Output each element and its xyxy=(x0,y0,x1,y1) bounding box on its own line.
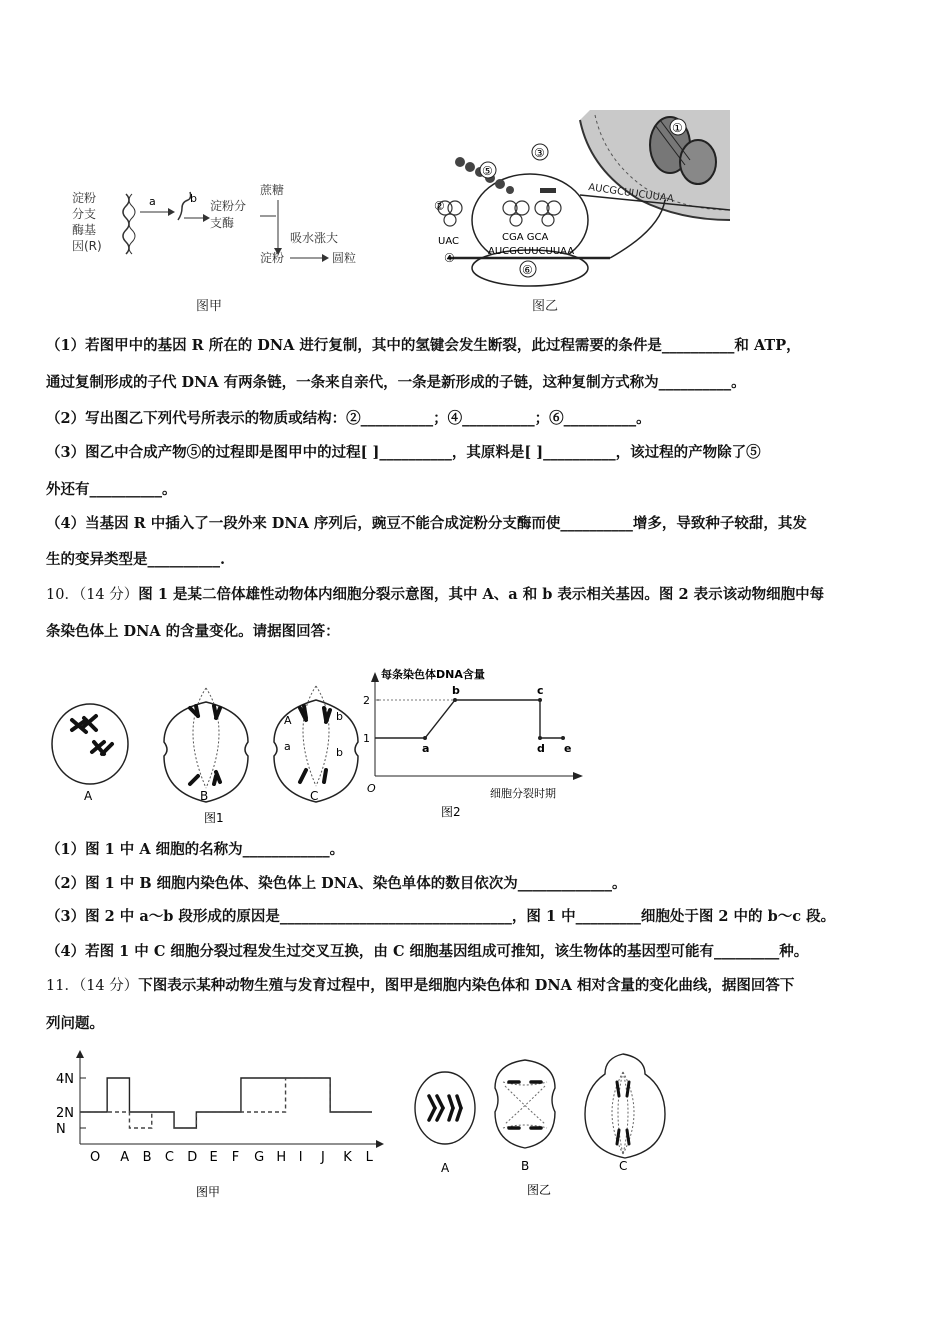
fig-yi-caption-q11: 图乙 xyxy=(527,1183,552,1197)
gene-label-line2: 分支 xyxy=(72,207,97,221)
enzyme-label-line1: 淀粉分 xyxy=(210,199,247,213)
q10-part4: （4）若图 1 中 C 细胞分裂过程发生过交叉互换，由 C 细胞基因组成可推知，该生物体的基因型可能有_________种。 xyxy=(46,943,809,960)
x-tick-label: B xyxy=(142,1150,152,1165)
dna-content-line xyxy=(375,700,540,738)
q10-part3: （3）图 2 中 a～b 段形成的原因是________________________________，图 1 中_________细胞处于图 2 中的 b～c 段。 xyxy=(46,908,836,925)
x-axis-title: 细胞分裂时期 xyxy=(490,787,556,800)
dna-curve xyxy=(80,1078,372,1128)
process-b-label: b xyxy=(190,192,197,205)
q10-number: 10．（14 分） xyxy=(46,587,139,603)
cell-a-q11 xyxy=(415,1072,475,1144)
gene-b-label-bottom: b xyxy=(336,746,343,759)
figure-yi-q9 xyxy=(430,110,740,320)
y-tick-label: N xyxy=(56,1122,66,1137)
point-label-c: c xyxy=(537,684,544,697)
cell-c-label: C xyxy=(310,789,319,803)
q10-stem-line1 xyxy=(46,585,916,605)
gene-label-line1: 淀粉 xyxy=(72,191,97,205)
figure-yi-q11 xyxy=(405,1052,680,1202)
sucrose-label: 蔗糖 xyxy=(260,183,285,197)
figure-jia-q11 xyxy=(50,1048,390,1208)
point-b xyxy=(453,698,457,702)
q10-part1: （1）图 1 中 A 细胞的名称为____________。 xyxy=(46,841,345,858)
q11-number: 11．（14 分） xyxy=(46,978,139,994)
point-a xyxy=(423,736,427,740)
gene-a-label: a xyxy=(284,740,291,753)
y-tick-label: 4N xyxy=(56,1072,74,1087)
point-c xyxy=(538,698,542,702)
x-tick-label: F xyxy=(231,1150,240,1165)
q9-part1-line1: （1）若图甲中的基因 R 所在的 DNA 进行复制，其中的氢键会发生断裂，此过程需要的条件是__________和 ATP， xyxy=(46,337,801,354)
q9-part3-line1: （3）图乙中合成产物⑤的过程即是图甲中的过程[ ]__________，其原料是[ ]__________，该过程的产物除了⑤ xyxy=(46,444,761,461)
enzyme-label-line2: 支酶 xyxy=(210,216,235,230)
figure-jia-q9 xyxy=(60,110,410,320)
cell-a-label-q11: A xyxy=(441,1161,450,1175)
x-tick-label: J xyxy=(321,1150,325,1165)
point-label-a: a xyxy=(422,742,430,755)
chromosome-curve xyxy=(80,1078,372,1128)
figure-2-dna-chart xyxy=(365,664,585,826)
q10-stem-text: 图 1 是某二倍体雄性动物体内细胞分裂示意图，其中 A、a 和 b 表示相关基因。图 2 表示该动物细胞中每 xyxy=(138,586,825,603)
q9-part4-line1: （4）当基因 R 中插入了一段外来 DNA 序列后，豌豆不能合成淀粉分支酶而使__________增多，导致种子较甜，其发 xyxy=(46,515,807,532)
process-a-label: a xyxy=(149,195,156,208)
starch-label: 淀粉 xyxy=(260,251,285,265)
gene-A-label: A xyxy=(284,714,292,727)
cell-c-q11 xyxy=(585,1054,665,1158)
y-tick-label: 2 xyxy=(363,694,370,707)
q9-part2: （2）写出图乙下列代号所表示的物质或结构：②__________；④__________；⑥__________。 xyxy=(46,410,651,427)
x-tick-label: G xyxy=(254,1150,265,1165)
x-tick-label: L xyxy=(365,1150,373,1165)
fig1-caption: 图1 xyxy=(204,811,224,825)
label-num3: ③ xyxy=(534,146,545,160)
q9-part4-line2: 生的变异类型是__________. xyxy=(46,551,226,568)
bottom-sequence: AUCGCUUCUUAA xyxy=(488,246,575,257)
label-num4: ④ xyxy=(444,251,455,265)
cell-a-label: A xyxy=(84,789,93,803)
cell-b xyxy=(164,702,248,802)
anticodon-cga-gca: CGA GCA xyxy=(502,232,549,243)
mrna-icon xyxy=(178,192,191,220)
round-seed-label: 圆粒 xyxy=(332,251,357,265)
label-num2: ② xyxy=(434,199,445,213)
point-d xyxy=(538,736,542,740)
q11-stem-line2: 列问题。 xyxy=(46,1015,104,1032)
nuclear-sequence: AUCGCUUCUUAA xyxy=(587,182,675,205)
point-label-e: e xyxy=(564,742,572,755)
x-tick-label: A xyxy=(120,1150,130,1165)
cell-c-label-q11: C xyxy=(619,1159,628,1173)
fig-jia-caption-q11: 图甲 xyxy=(196,1185,221,1199)
q9-part3-line2: 外还有__________。 xyxy=(46,481,177,498)
x-tick-label: H xyxy=(276,1150,287,1165)
cell-a xyxy=(52,704,128,784)
water-label: 吸水涨大 xyxy=(290,231,339,245)
q11-stem-line1 xyxy=(46,976,916,996)
fig-yi-caption: 图乙 xyxy=(532,299,559,314)
y-tick-label: 1 xyxy=(363,732,370,745)
fig-jia-caption: 图甲 xyxy=(196,299,223,314)
q10-stem-line2: 条染色体上 DNA 的含量变化。请据图回答： xyxy=(46,623,340,640)
y-axis-title: 每条染色体DNA含量 xyxy=(381,668,485,681)
label-num1: ① xyxy=(672,121,683,135)
gene-b-label-top: b xyxy=(336,710,343,723)
cell-b-q11 xyxy=(495,1060,555,1148)
q10-part2: （2）图 1 中 B 细胞内染色体、染色体上 DNA、染色单体的数目依次为_____________。 xyxy=(46,875,627,892)
x-tick-label: E xyxy=(209,1150,218,1165)
origin-label: O xyxy=(367,782,376,795)
gene-label-line3: 酶基 xyxy=(72,223,97,237)
x-tick-label: D xyxy=(187,1150,198,1165)
gene-label-line4: 因(R) xyxy=(72,239,102,253)
point-label-d: d xyxy=(537,742,545,755)
x-tick-label: O xyxy=(90,1150,101,1165)
x-tick-label: I xyxy=(298,1150,303,1165)
q9-part1-line2: 通过复制形成的子代 DNA 有两条链，一条来自亲代，一条是新形成的子链，这种复制方式称为__________。 xyxy=(46,374,746,391)
y-tick-label: 2N xyxy=(56,1106,74,1121)
anticodon-uac: UAC xyxy=(438,236,459,247)
q11-stem-text: 下图表示某种动物生殖与发育过程中，图甲是细胞内染色体和 DNA 相对含量的变化曲线，据图回答下 xyxy=(138,977,795,994)
label-num6: ⑥ xyxy=(522,263,533,277)
label-num5: ⑤ xyxy=(482,164,493,178)
cell-b-label-q11: B xyxy=(521,1159,530,1173)
x-tick-label: K xyxy=(343,1150,352,1165)
fig2-caption: 图2 xyxy=(441,805,461,819)
cell-b-label: B xyxy=(200,789,209,803)
x-tick-label: C xyxy=(164,1150,174,1165)
point-label-b: b xyxy=(452,684,460,697)
figure-1-cells xyxy=(48,672,363,832)
point-e xyxy=(561,736,565,740)
dna-helix-icon xyxy=(123,194,129,254)
